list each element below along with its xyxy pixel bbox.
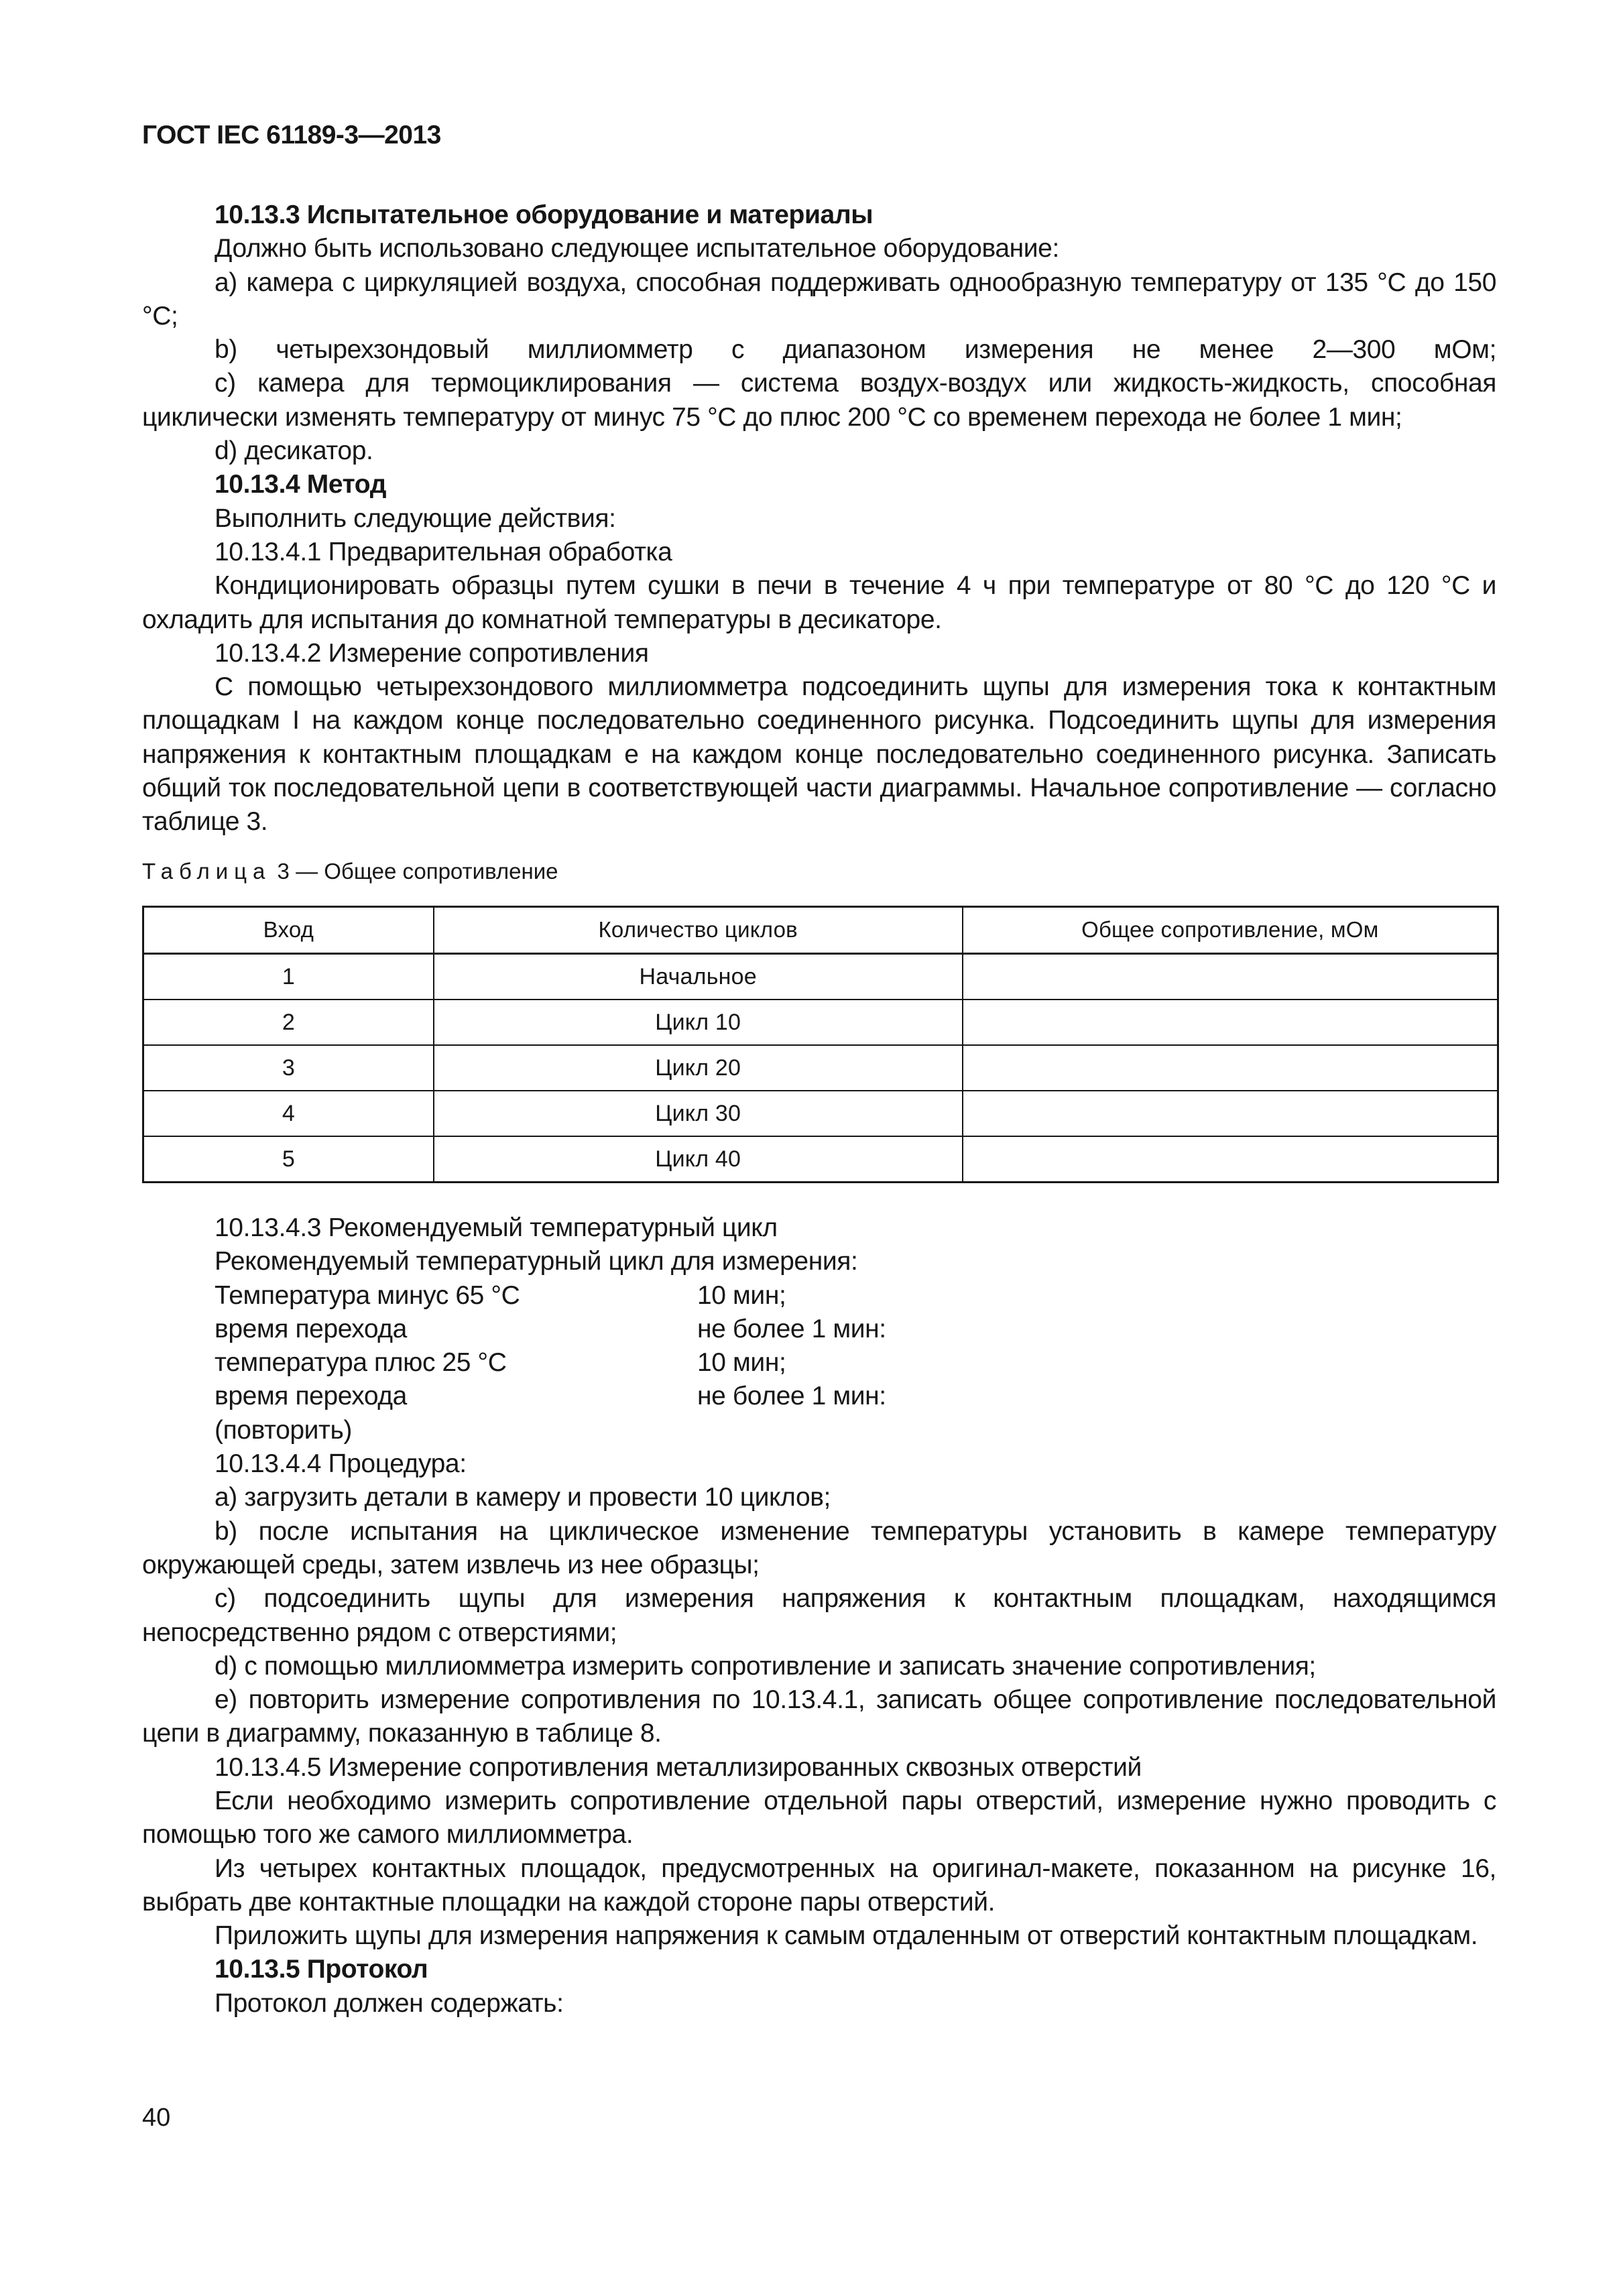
table-header-cell: Общее сопротивление, мОм — [963, 906, 1498, 953]
paragraph: c) камера для термоциклирования — система воздух-воздух или жидкость-жидкость, способная циклически изменять температуру от минус 75 °C до плюс 200 °C со временем перехода не более 1 мин; — [142, 369, 1496, 432]
table-cell: Цикл 30 — [434, 1091, 963, 1136]
paragraph: 10.13.4.4 Процедура: — [215, 1449, 467, 1479]
table-cell: 4 — [143, 1091, 434, 1136]
paragraph: Рекомендуемый температурный цикл для измерения: — [215, 1247, 858, 1276]
cycle-step-label: время перехода — [215, 1314, 407, 1343]
table-row — [143, 1045, 1498, 1091]
paragraph: b) четырехзондовый миллиомметр с диапазоном измерения не менее 2—300 мОм; — [215, 335, 1496, 365]
paragraph: 10.13.4.1 Предварительная обработка — [215, 537, 672, 566]
cycle-step — [142, 1279, 1496, 1313]
paragraph: Протокол должен содержать: — [215, 1988, 564, 2018]
table-row — [143, 1136, 1498, 1183]
paragraphs-top — [142, 198, 1496, 839]
section-heading: 10.13.5 Протокол — [215, 1955, 428, 1984]
paragraph: Должно быть использовано следующее испытательное оборудование: — [215, 234, 1059, 263]
cycle-step — [142, 1346, 1496, 1380]
paragraph: Из четырех контактных площадок, предусмотренных на оригинал-макете, показанном на рисунке 16, выбрать две контактные площадки на каждой стороне пары отверстий. — [142, 1854, 1496, 1917]
cycle-step-value: 10 мин; — [697, 1348, 786, 1378]
paragraph: e) повторить измерение сопротивления по 10.13.4.1, записать общее сопротивление последовательной цепи в диаграмму, показанную в таблице 8. — [142, 1685, 1496, 1748]
table-cell — [963, 1136, 1498, 1183]
table-cell — [963, 1000, 1498, 1045]
section-heading: 10.13.4 Метод — [215, 470, 387, 499]
cycle-step-value: не более 1 мин: — [697, 1382, 886, 1411]
table-header-row — [143, 906, 1498, 953]
table-cell: Цикл 10 — [434, 1000, 963, 1045]
cycle-step — [142, 1380, 1496, 1413]
table-cell: 5 — [143, 1136, 434, 1183]
cycle-step-value: 10 мин; — [697, 1280, 786, 1310]
paragraph: d) десикатор. — [215, 436, 373, 466]
table-cell: Цикл 40 — [434, 1136, 963, 1183]
table-cell: 1 — [143, 953, 434, 1000]
cycle-step-label: Температура минус 65 °C — [215, 1280, 520, 1310]
cycle-step-value: не более 1 мин: — [697, 1314, 886, 1343]
paragraph: d) с помощью миллиомметра измерить сопротивление и записать значение сопротивления; — [215, 1651, 1316, 1681]
paragraph: c) подсоединить щупы для измерения напряжения к контактным площадкам, находящимся непосредственно рядом с отверстиями; — [142, 1584, 1496, 1647]
table-row — [143, 1000, 1498, 1045]
paragraph: Кондиционировать образцы путем сушки в печи в течение 4 ч при температуре от 80 °C до 120 °C и охладить для испытания до комнатной температуры в десикаторе. — [142, 571, 1496, 634]
paragraph: 10.13.4.5 Измерение сопротивления металлизированных сквозных отверстий — [215, 1752, 1142, 1782]
paragraph: Приложить щупы для измерения напряжения к самым отдаленным от отверстий контактным площадкам. — [215, 1921, 1478, 1951]
table-caption — [142, 855, 1496, 888]
cycle-step-label: (повторить) — [215, 1415, 353, 1445]
table-cell: 3 — [143, 1045, 434, 1091]
table-row — [143, 1091, 1498, 1136]
table-header-cell: Вход — [143, 906, 434, 953]
paragraph: Если необходимо измерить сопротивление отдельной пары отверстий, измерение нужно проводить с помощью того же самого миллиомметра. — [142, 1786, 1496, 1850]
table-cell — [963, 953, 1498, 1000]
resistance-table — [142, 906, 1499, 1183]
table-caption-label: Таблица — [142, 858, 272, 884]
cycle-step — [142, 1313, 1496, 1346]
table-header-cell: Количество циклов — [434, 906, 963, 953]
cycle-step-label: время перехода — [215, 1382, 407, 1411]
paragraph: a) камера с циркуляцией воздуха, способная поддерживать однообразную температуру от 135 °C до 150 °C; — [142, 267, 1496, 330]
table-cell: 2 — [143, 1000, 434, 1045]
table-caption-title: 3 — Общее сопротивление — [271, 858, 558, 884]
section-heading: 10.13.3 Испытательное оборудование и материалы — [215, 200, 874, 229]
table-body — [143, 953, 1498, 1182]
paragraph: Выполнить следующие действия: — [215, 503, 616, 533]
cycle-step-label: температура плюс 25 °C — [215, 1348, 507, 1378]
paragraph: b) после испытания на циклическое изменение температуры установить в камере температуру окружающей среды, затем извлечь из нее образцы; — [142, 1516, 1496, 1579]
document-body — [142, 198, 1496, 2020]
paragraph: a) загрузить детали в камеру и провести 10 циклов; — [215, 1483, 831, 1512]
paragraph: С помощью четырехзондового миллиомметра подсоединить щупы для измерения тока к контактным площадкам I на каждом конце последовательно соединенного рисунка. Подсоединить щупы для измерения напряжения к контактным площадкам e на каждом конце последовательно соединенного рисунка. Записать общий ток последовательной цепи в соответствующей части диаграммы. Начальное сопротивление — согласно таблице 3. — [142, 672, 1496, 837]
table-row — [143, 953, 1498, 1000]
table-cell — [963, 1091, 1498, 1136]
paragraph: 10.13.4.3 Рекомендуемый температурный цикл — [215, 1213, 778, 1242]
table-cell — [963, 1045, 1498, 1091]
table-cell: Цикл 20 — [434, 1045, 963, 1091]
paragraph: 10.13.4.2 Измерение сопротивления — [215, 638, 649, 668]
cycle-step — [142, 1414, 1496, 1447]
cycle-schedule — [142, 1279, 1496, 1447]
paragraphs-bottom — [142, 1447, 1496, 2020]
standard-header: ГОСТ IEC 61189-3—2013 — [142, 121, 441, 149]
page-number: 40 — [142, 2104, 171, 2132]
cycle-intro — [142, 1211, 1496, 1279]
table-cell: Начальное — [434, 953, 963, 1000]
